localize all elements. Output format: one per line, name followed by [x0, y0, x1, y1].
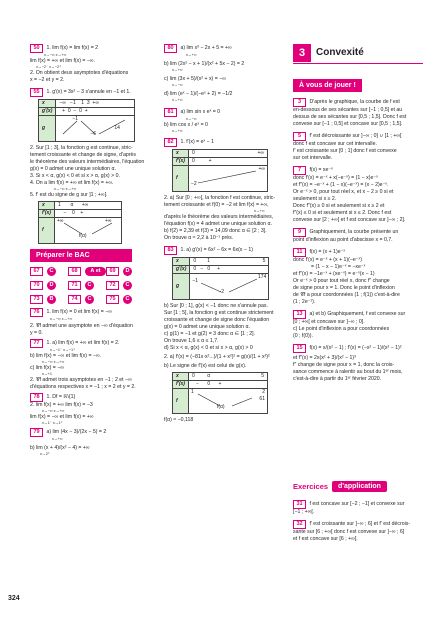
text-line: b) lim (x + 4)/(x² − 4) = +∞ — [30, 445, 90, 452]
table-value: 5 — [261, 372, 264, 379]
text-line: convexe sur [2 ; +∞[ et f est concave sur ]−∞ ; 2]. — [293, 217, 406, 224]
table-cell — [190, 257, 269, 265]
text-line: 3. Si x < α, g(x) < 0 et si x > α, g(x) > 0. — [30, 173, 120, 180]
exercise-31 — [293, 500, 423, 516]
table-value: 0 — [79, 108, 82, 115]
exercise-number: 31 — [293, 500, 306, 509]
answer-letter: B — [47, 295, 56, 304]
table-value: +∞ — [104, 218, 112, 225]
text-line: Or e⁻ˣ > 0, pour tout réel x, et x − 2 ≥ 0 si et — [293, 189, 394, 196]
text-line: y = 0. — [30, 329, 43, 336]
table-cell — [188, 372, 267, 380]
exercise-number: 83 — [164, 246, 177, 255]
exercise-82 — [164, 138, 280, 242]
page-number: 324 — [8, 595, 20, 602]
text-line: f′ est croissante sur ]−∞ ; 6] et f′ est décrois- — [309, 521, 411, 528]
table-value: − — [200, 265, 204, 272]
text-line: x→−1⁻ x→−1⁺ — [50, 347, 76, 352]
exercise-number: 13 — [293, 310, 306, 319]
text-line: c) g(1) = −1 et g(2) = 3 donc α ∈ [1 ; 2]. — [164, 330, 255, 337]
exercise-number: 72 — [106, 281, 119, 290]
text-line: D'après le graphique, la courbe de f est — [309, 99, 400, 105]
chapter-title: Convexité — [316, 47, 364, 58]
text-line: c) lim (3x + 5)/(x² + x) = −∞ — [164, 76, 226, 83]
bac-answer — [30, 267, 68, 276]
text-line: 1. lim f(x) = 0 et lim f(x) = −∞ — [46, 309, 112, 316]
exercise-83 — [164, 246, 280, 425]
text-line: et f″(x) = −1e⁻ˣ + (xe⁻ˣ) = e⁻ˣ(x − 1) — [293, 271, 375, 278]
table-cell — [190, 273, 269, 299]
section-title-play: À vous de jouer ! — [293, 79, 362, 92]
text-line: x→1⁻ x→1⁺ — [42, 421, 63, 426]
table-cell — [188, 380, 267, 388]
variation-table-f — [38, 201, 122, 244]
exercise-number: 82 — [164, 138, 177, 147]
text-line: 2. lim f(x) = +∞ lim f(x) = −3 — [30, 402, 93, 409]
text-line: d'après le théorème des valeurs intermédiaires, — [164, 213, 274, 220]
variation-arrows — [192, 166, 264, 188]
exercise-number: 71 — [68, 281, 81, 290]
text-line: b) f(2) = 2,39 et f(3) = 14,09 donc α ∈ [2 ; 3]. — [164, 227, 267, 234]
text-line: [0 ; +∞[ et concave sur ]−∞ ; 0]. — [293, 319, 365, 326]
table-cell: g′(x) — [173, 265, 190, 273]
exercise-number: 74 — [68, 295, 81, 304]
table-value: 3 — [86, 100, 90, 107]
table-value: + — [217, 265, 221, 272]
table-value: f(α) — [78, 233, 87, 240]
table-value: −2 — [218, 288, 225, 295]
chapter-rule — [293, 63, 423, 64]
text-line: g(x) = 0 admet une unique solution α. — [164, 323, 250, 330]
table-cell — [54, 210, 121, 218]
text-line: x→+1 — [42, 371, 53, 376]
text-line: x→−∞ x→+∞ — [50, 317, 73, 322]
table-value: −∞ — [59, 100, 66, 107]
table-cell: f′(x) — [39, 210, 55, 218]
bac-answer — [68, 295, 106, 304]
exercise-number: 9 — [293, 228, 306, 237]
answer-letter: C — [123, 281, 132, 290]
table-value: 0 — [193, 265, 197, 272]
text-line: x→+∞ — [172, 128, 183, 133]
exercise-55 — [30, 88, 146, 244]
text-line: On trouve α ≈ 2,2 à 10⁻¹ près. — [164, 234, 234, 241]
table-value: α — [70, 202, 74, 209]
text-line: f est concave sur [−2 ; −1] et convexe sur — [309, 501, 405, 507]
table-cell — [188, 165, 267, 191]
text-line: sante sur [6 ; +∞[ donc f est convexe sur ]−∞ ; 6] — [293, 529, 405, 536]
exercise-number: 69 — [106, 267, 119, 276]
table-cell: x — [173, 257, 190, 265]
exercise-number: 5 — [293, 132, 306, 141]
exercises-label: Exercices — [293, 481, 329, 491]
column-2 — [164, 44, 280, 426]
column-1 — [30, 44, 146, 460]
text-line: x→2⁺ — [40, 452, 50, 457]
text-line: donc f′(x) = e⁻ˣ + (x + 1)(−e⁻ˣ) — [293, 257, 362, 264]
table-cell — [54, 218, 121, 244]
bac-answer — [30, 281, 68, 290]
exercise-number: 76 — [30, 308, 43, 317]
table-value: +∞ — [258, 165, 265, 172]
table-cell — [56, 100, 135, 108]
table-value: 2 — [262, 388, 265, 395]
chapter-number: 3 — [293, 44, 311, 62]
text-line: c) Le point d'inflexion a pour coordonnées — [293, 326, 390, 333]
table-value: −1 — [72, 116, 79, 123]
table-cell: f — [173, 165, 189, 191]
exercise-number: 68 — [68, 267, 81, 276]
text-line: en-dessous de ses sécantes sur [−1 ; 0,5] et au — [293, 107, 403, 113]
table-value: + — [80, 210, 84, 217]
exercise-number: 11 — [293, 248, 306, 257]
text-line: 5. f′ est du signe de g sur ]1 ; +∞[. — [30, 192, 108, 199]
table-value: +∞ — [92, 100, 99, 107]
text-line: (1 ; 2e⁻¹). — [293, 299, 316, 306]
table-cell — [54, 202, 121, 210]
table-value: α — [207, 372, 211, 379]
text-line: [−1 ; +∞[. — [293, 509, 315, 515]
text-line: x→+∞ — [52, 437, 63, 442]
exercise-50 — [30, 44, 146, 84]
text-line: le théorème des valeurs intermédiaires, l'équation — [30, 159, 145, 166]
text-line: b) lim (2x² − x + 1)/(x² + 5x − 2) = 2 — [164, 61, 245, 68]
text-line: 2. a) Sur [0 ; +∞[, la fonction f est continue, stric- — [164, 194, 276, 201]
text-line: x→+∞ — [172, 68, 183, 73]
text-line: x→+∞ — [254, 208, 265, 213]
exercise-number: 77 — [30, 339, 43, 348]
table-value: − — [196, 380, 200, 387]
variation-arrows — [193, 274, 265, 296]
table-cell: x — [39, 100, 56, 108]
exercise-9 — [293, 228, 423, 244]
table-cell: f′(x) — [173, 380, 189, 388]
table-cell: f — [39, 218, 55, 244]
application-label: d'application — [332, 481, 387, 492]
table-value: + — [62, 108, 66, 115]
exercise-76 — [30, 308, 146, 336]
text-line: Sur [1 ; 5], la fonction g est continue strictement — [164, 309, 274, 316]
table-value: − — [73, 108, 77, 115]
table-cell: g′(x) — [39, 108, 56, 116]
answer-letter: D — [123, 267, 132, 276]
table-value: 1 — [57, 202, 61, 209]
table-cell — [190, 265, 269, 273]
text-line: f(α) ≈ −0,118 — [164, 417, 194, 424]
table-cell — [188, 157, 267, 165]
text-line: point d'inflexion au point d'abscisse x = 0,7. — [293, 237, 393, 244]
text-line: 1. a) g′(x) = 6x² − 6x = 6x(x − 1) — [180, 246, 253, 253]
variation-table-f-82 — [172, 149, 268, 192]
table-value: 0 — [191, 149, 195, 156]
table-value: −1 — [192, 277, 199, 284]
table-value: +∞ — [81, 202, 89, 209]
exercise-13 — [293, 310, 423, 340]
answer-letter: A et B — [85, 267, 106, 276]
variation-table-f-83 — [172, 372, 268, 415]
text-line: a) et b) Graphiquement, f est convexe sur — [309, 311, 406, 318]
text-line: c'est-à-dire à partir du 1ᵉʳ février 2020. — [293, 376, 382, 383]
text-line: a) lim sin x eˣ = 0 — [180, 108, 221, 115]
table-value: −1 — [70, 100, 76, 107]
table-value: 0 — [72, 210, 75, 217]
text-line: 2. 𝒞f admet une asymptote en −∞ d'équation — [30, 322, 133, 329]
exercise-number: 32 — [293, 520, 306, 529]
text-line: croissante et change de signe donc l'équation — [164, 316, 270, 323]
text-line: donc f est concave sur cet intervalle. — [293, 141, 377, 148]
table-value: 14 — [114, 125, 120, 132]
text-line: Graphiquement, la courbe présente un — [309, 229, 399, 236]
table-value: − — [63, 210, 67, 217]
table-cell: g — [39, 116, 56, 142]
text-line: de 𝒞f a pour coordonnées (1 ; f(1)) c'est-à-dire — [293, 292, 400, 299]
table-value: −6 — [90, 131, 97, 138]
column-3 — [293, 98, 423, 385]
text-line: x = −2 et y = 2. — [30, 77, 65, 84]
table-value: +∞ — [56, 218, 64, 225]
table-value: 5 — [262, 257, 266, 264]
exercise-number: 15 — [293, 344, 306, 353]
table-cell: x — [173, 149, 189, 157]
exercise-number: 78 — [30, 393, 43, 402]
bac-answer — [68, 267, 106, 284]
table-value: 0 — [193, 257, 197, 264]
text-line: lim f(x) = +∞ et lim f(x) = −∞. — [30, 58, 96, 65]
bac-answers-grid — [30, 267, 146, 304]
exercise-5 — [293, 132, 423, 162]
table-cell: f′(x) — [173, 157, 189, 165]
table-cell — [188, 149, 267, 157]
text-line: sance commence à ralentir au bout du 1ᵉʳ mois, — [293, 369, 403, 376]
text-line: 2. Sur [1 ; 3], la fonction g est continue, stric- — [30, 145, 133, 152]
table-value: −2 — [190, 180, 197, 187]
exercise-81 — [164, 108, 280, 134]
text-line: f″(x) ≤ 0 si et seulement si x ≤ 2. Donc f est — [293, 210, 392, 217]
text-line: f(x) = x/(x² − 1) ; f′(x) = (−x² − 1)/(x² − 1)² — [309, 345, 402, 352]
text-line: x→−∞ x→+∞ — [54, 187, 77, 192]
answer-letter: C — [85, 295, 94, 304]
exercise-78 — [30, 393, 146, 426]
text-line: d) Si x < α, g(x) < 0 et si x > α, g(x) > 0 — [164, 344, 253, 351]
table-value: 0 — [191, 157, 195, 164]
text-line: f(x) = (x + 1)e⁻ˣ — [309, 249, 346, 256]
exercise-number: 70 — [30, 281, 43, 290]
table-cell: g — [173, 273, 190, 299]
table-value: 0 — [207, 380, 211, 387]
text-line: x→−∞ x→+∞ — [42, 409, 65, 414]
text-line: lim f(x) = −∞ et lim f(x) = +∞ — [30, 414, 94, 421]
text-line: 1. Df = ℝ\{1} — [46, 394, 76, 401]
exercise-number: 67 — [30, 267, 43, 276]
section-title-bac: Préparer le BAC — [30, 249, 132, 262]
table-value: 61 — [259, 395, 265, 402]
text-line: et f est concave sur [6 ; +∞[. — [293, 536, 358, 543]
text-line: convexe sur [−1 ; 0,5] et concave sur [0,5 ; 1,5]. — [293, 121, 403, 128]
text-line: seulement si x ≥ 2. — [293, 196, 337, 203]
exercise-number: 3 — [293, 98, 306, 107]
text-line: a) lim (4x − 3)/(2x − 5) = 2 — [46, 429, 107, 436]
exercise-80 — [164, 44, 280, 104]
column-3-exercises — [293, 500, 423, 545]
text-line: c) lim f(x) = −∞ — [30, 364, 64, 371]
exercise-32 — [293, 520, 423, 543]
table-value: 1 — [190, 388, 194, 395]
text-line: (0 ; f(0)). — [293, 333, 313, 340]
text-line: x→−∞ x→+∞ — [42, 359, 65, 364]
text-line: tement croissante et f(0) = −2 et lim f(x) = +∞, — [164, 201, 269, 208]
bac-answer — [68, 281, 106, 290]
table-value: + — [84, 108, 88, 115]
bac-answer — [106, 267, 144, 276]
table-cell: x — [39, 202, 55, 210]
exercise-79 — [30, 428, 146, 457]
text-line: tement croissante et change de signe, d'après — [30, 152, 136, 159]
variation-arrows — [192, 389, 264, 411]
exercise-11 — [293, 248, 423, 306]
exercise-15 — [293, 344, 423, 383]
bac-answer — [106, 295, 144, 304]
text-line: 1. a) lim f(x) = +∞ et lim f(x) = 2. — [46, 339, 120, 346]
answer-letter: C — [85, 281, 94, 290]
answer-letter: C — [47, 267, 56, 276]
text-line: de signe pour x = 1. Donc le point d'inflexion — [293, 285, 395, 292]
text-line: f′ est décroissante sur ]−∞ ; 0] ∪ [1 ; +∞[ — [309, 133, 402, 140]
text-line: = (1 − x − 1)e⁻ˣ = −xe⁻ˣ — [311, 264, 366, 271]
text-line: d'équations respectives x = −1 ; x = 2 et y = 2. — [30, 384, 136, 391]
table-value: 0 — [207, 265, 211, 272]
exercise-77 — [30, 339, 146, 391]
text-line: Donc f″(x) ≥ 0 si et seulement si x ≥ 2 et — [293, 203, 385, 210]
text-line: sur cet intervalle. — [293, 155, 333, 162]
exercise-number: 50 — [30, 44, 43, 53]
table-cell: x — [173, 372, 189, 380]
exercises-header — [293, 481, 387, 492]
exercise-3 — [293, 98, 423, 128]
text-line: 4. On a lim f(x) = +∞ et lim f(x) = +∞. — [30, 180, 114, 187]
text-line: et f″(x) = 2x(x² + 3)/(x² − 1)³ — [293, 355, 356, 362]
text-line: 2. 𝒞f admet trois asymptotes en −1 ; 2 et −∞ — [30, 377, 132, 384]
bac-answer — [30, 295, 68, 304]
table-value: + — [218, 380, 222, 387]
text-line: x→−2⁻ x→−2⁺ — [36, 65, 62, 70]
text-line: b) Sur [0 ; 1], g(x) < −1 donc ne s'annule pas. — [164, 302, 268, 309]
variation-table-g-83 — [172, 257, 269, 300]
table-value: 1 — [207, 257, 211, 264]
text-line: x→−∞ x→+∞ — [44, 53, 67, 57]
text-line: Or e⁻ˣ > 0 pour tout réel x, donc f″ change — [293, 278, 390, 285]
text-line: x→+∞ — [186, 53, 197, 57]
text-line: l'équation f(x) = 4 admet une unique solution α. — [164, 220, 272, 227]
exercise-7 — [293, 166, 423, 224]
exercise-number: 79 — [30, 428, 43, 437]
text-line: 2. On obtient deux asymptotes d'équations — [30, 70, 129, 77]
text-line: b) lim f(x) = −∞ et lim f(x) = −∞. — [30, 352, 102, 359]
text-line: dessus de ses sécantes sur [0,5 ; 1,5]. Donc f est — [293, 114, 407, 121]
variation-table-g — [38, 99, 135, 142]
text-line: a) lim x³ − 2x + 5 = +∞ — [180, 45, 232, 51]
table-cell — [56, 116, 135, 142]
exercise-number: 7 — [293, 166, 306, 175]
text-line: f(x) = xe⁻ˣ — [309, 167, 333, 174]
table-value: + — [208, 157, 212, 164]
table-cell: f — [173, 388, 189, 414]
text-line: f′ est croissante sur [0 ; 1] donc f est convexe — [293, 148, 397, 155]
text-line: donc f′(x) = e⁻ˣ + x(−e⁻ˣ) = (1 − x)e⁻ˣ — [293, 175, 378, 182]
page-margin — [0, 0, 4, 619]
text-line: 1. g′(x) = 3x² − 3 s'annule en −1 et 1. — [46, 89, 131, 96]
table-cell — [188, 388, 267, 414]
text-line: g(x) = 0 admet une unique solution α. — [30, 166, 116, 173]
table-value: 0 — [191, 372, 195, 379]
table-value: 0 — [67, 108, 71, 115]
exercise-number: 55 — [30, 88, 43, 97]
table-value: 174 — [258, 273, 267, 280]
table-value: f(α) — [216, 403, 225, 410]
exercise-number: 80 — [164, 44, 177, 53]
answer-letter: C — [123, 295, 132, 304]
text-line: 2. a) f′(x) = (−81x·x²...)/(1 + x²)² = g(x)/(1 + x²)² — [164, 353, 270, 360]
table-cell — [56, 108, 135, 116]
text-line: On trouve 1,6 ≤ α ≤ 1,7. — [164, 337, 219, 344]
text-line: et f″(x) = −e⁻ˣ + (1 − x)(−e⁻ˣ) = (x − 2)e⁻ˣ. — [293, 182, 389, 189]
text-line: 1. lim f(x) = lim f(x) = 2 — [46, 45, 99, 51]
text-line: x→−∞ — [186, 116, 197, 121]
exercise-number: 75 — [106, 295, 119, 304]
text-line: b) lim cos x / eˣ = 0 — [164, 121, 208, 128]
text-line: 1. f′(x) = eˣ − 1 — [180, 138, 214, 145]
text-line: d) lim (eˣ − 1)/(−eˣ + 2) = −1/2 — [164, 91, 233, 98]
text-line: x→+∞ — [172, 98, 183, 103]
exercise-number: 73 — [30, 295, 43, 304]
answer-letter: D — [47, 281, 56, 290]
table-value: +∞ — [257, 149, 264, 156]
exercise-number: 81 — [164, 108, 177, 117]
text-line: f″ change de signe pour x = 1, donc la crois- — [293, 362, 395, 369]
table-value: 1 — [81, 100, 85, 107]
text-line: b) Le signe de f′(x) est celui de g(x). — [164, 362, 247, 369]
text-line: x→−∞ — [172, 83, 183, 88]
bac-answer — [106, 281, 144, 290]
